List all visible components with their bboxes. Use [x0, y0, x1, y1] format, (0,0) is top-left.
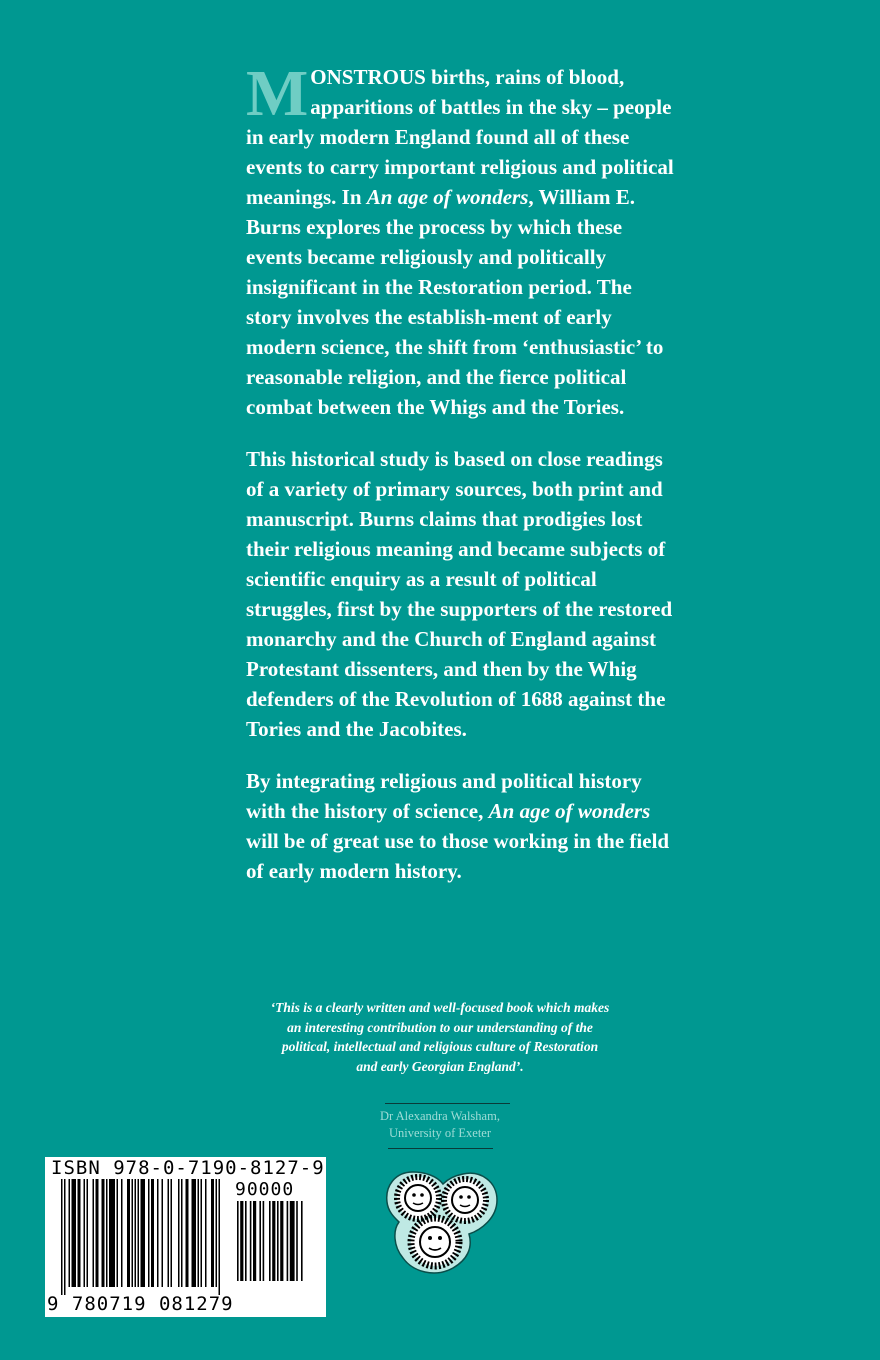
sun-face-icon: [444, 1179, 486, 1221]
addon-bar: [301, 1201, 303, 1281]
reviewer-name: Dr Alexandra Walsham,: [380, 1109, 500, 1123]
barcode-bar: [61, 1179, 63, 1295]
blurb-paragraph-3: By integrating religious and political history with the history of science, An age of wonders will be of great use to those working in the field of early modern history.: [246, 769, 670, 883]
divider-bottom: [388, 1148, 493, 1149]
barcode-bar: [109, 1179, 115, 1287]
blurb-paragraph-2: This historical study is based on close readings of a variety of primary sources, both print and manuscript. Burns claims that prodigies lost their religious meaning and became subjects of scientific enquiry as a result of political struggles, first by the supporters of the restored monarchy and the Church of England against Protestant dissenters, and then by the Whig defenders of the Revolution of 1688 against the Tories and the Jacobites.: [246, 447, 673, 741]
addon-bar: [277, 1201, 279, 1281]
addon-bar: [269, 1201, 271, 1281]
addon-bar: [280, 1201, 283, 1281]
barcode-bar: [171, 1179, 173, 1287]
review-quote: ‘This is a clearly written and well-focused book which makes an interesting contribution to our understanding of the political, intellectual and religious culture of Restoration and early Georgian England’.: [270, 1000, 610, 1074]
book-title: An age of wonders: [366, 185, 529, 209]
barcode-bar: [186, 1179, 189, 1287]
barcode-bar: [211, 1179, 214, 1287]
barcode-bar: [69, 1179, 71, 1287]
addon-bar: [263, 1201, 265, 1281]
blurb-paragraph-1: MONSTROUS births, rains of blood, apparitions of battles in the sky – people in early modern England found all of these events to carry important religious and political meanings. In An age of wonders, William E. Burns explores the process by which these events became religiously and politically insignificant in the Restoration period. The story involves the establish-ment of early modern science, the shift from ‘enthusiastic’ to reasonable religion, and the fierce political combat between the Whigs and the Tories.: [246, 57, 674, 419]
review-attribution: [330, 1108, 550, 1142]
addon-bar: [287, 1201, 289, 1281]
ean-number: 9 780719 081279: [47, 1293, 234, 1315]
divider-top: [385, 1103, 510, 1104]
sun-face-icon: [397, 1177, 439, 1219]
addon-bar: [259, 1201, 261, 1281]
barcode-bar: [117, 1179, 119, 1287]
barcode-bar: [192, 1179, 197, 1287]
addon-bar: [237, 1201, 239, 1281]
sun-face-icon: [411, 1218, 459, 1266]
drop-cap: M: [246, 57, 309, 130]
blurb-lead-word: ONSTROUS: [310, 65, 426, 89]
addon-bar: [253, 1201, 256, 1281]
barcode-bar: [121, 1179, 123, 1287]
barcode-bar: [201, 1179, 203, 1287]
addon-bar: [272, 1201, 275, 1281]
barcode-bar: [138, 1179, 140, 1287]
barcode: [45, 1157, 326, 1317]
addon-bar: [290, 1201, 295, 1281]
addon-bar: [240, 1201, 243, 1281]
addon-bar: [245, 1201, 247, 1281]
barcode-bar: [132, 1179, 134, 1287]
isbn-label: ISBN 978-0-7190-8127-9: [51, 1157, 325, 1179]
barcode-bar: [106, 1179, 108, 1287]
barcode-bar: [87, 1179, 89, 1287]
barcode-bar: [96, 1179, 99, 1287]
barcode-bar: [157, 1179, 159, 1287]
barcode-bar: [181, 1179, 183, 1287]
barcode-bar: [64, 1179, 66, 1295]
addon-bar: [296, 1201, 298, 1281]
barcode-bar: [216, 1179, 218, 1287]
blurb: [246, 57, 676, 908]
barcode-bar: [151, 1179, 154, 1287]
barcode-bar: [141, 1179, 146, 1287]
barcode-bar: [178, 1179, 180, 1287]
book-title: An age of wonders: [488, 799, 651, 823]
barcode-bar: [135, 1179, 137, 1287]
barcode-bar: [93, 1179, 95, 1287]
barcode-bar: [148, 1179, 150, 1287]
barcode-bar: [72, 1179, 77, 1287]
barcode-bar: [162, 1179, 164, 1287]
addon-bars: [237, 1201, 319, 1281]
barcode-bar: [198, 1179, 200, 1287]
reviewer-affiliation: University of Exeter: [388, 1126, 492, 1140]
barcode-bar: [102, 1179, 105, 1287]
barcode-bars: [61, 1179, 231, 1295]
barcode-bar: [78, 1179, 81, 1287]
price-code: 90000: [235, 1179, 295, 1200]
addon-bar: [250, 1201, 252, 1281]
barcode-bar: [168, 1179, 170, 1287]
barcode-bar: [219, 1179, 221, 1295]
barcode-bar: [205, 1179, 207, 1287]
barcode-bar: [127, 1179, 130, 1287]
barcode-bar: [84, 1179, 86, 1287]
publisher-logo: [383, 1168, 501, 1280]
